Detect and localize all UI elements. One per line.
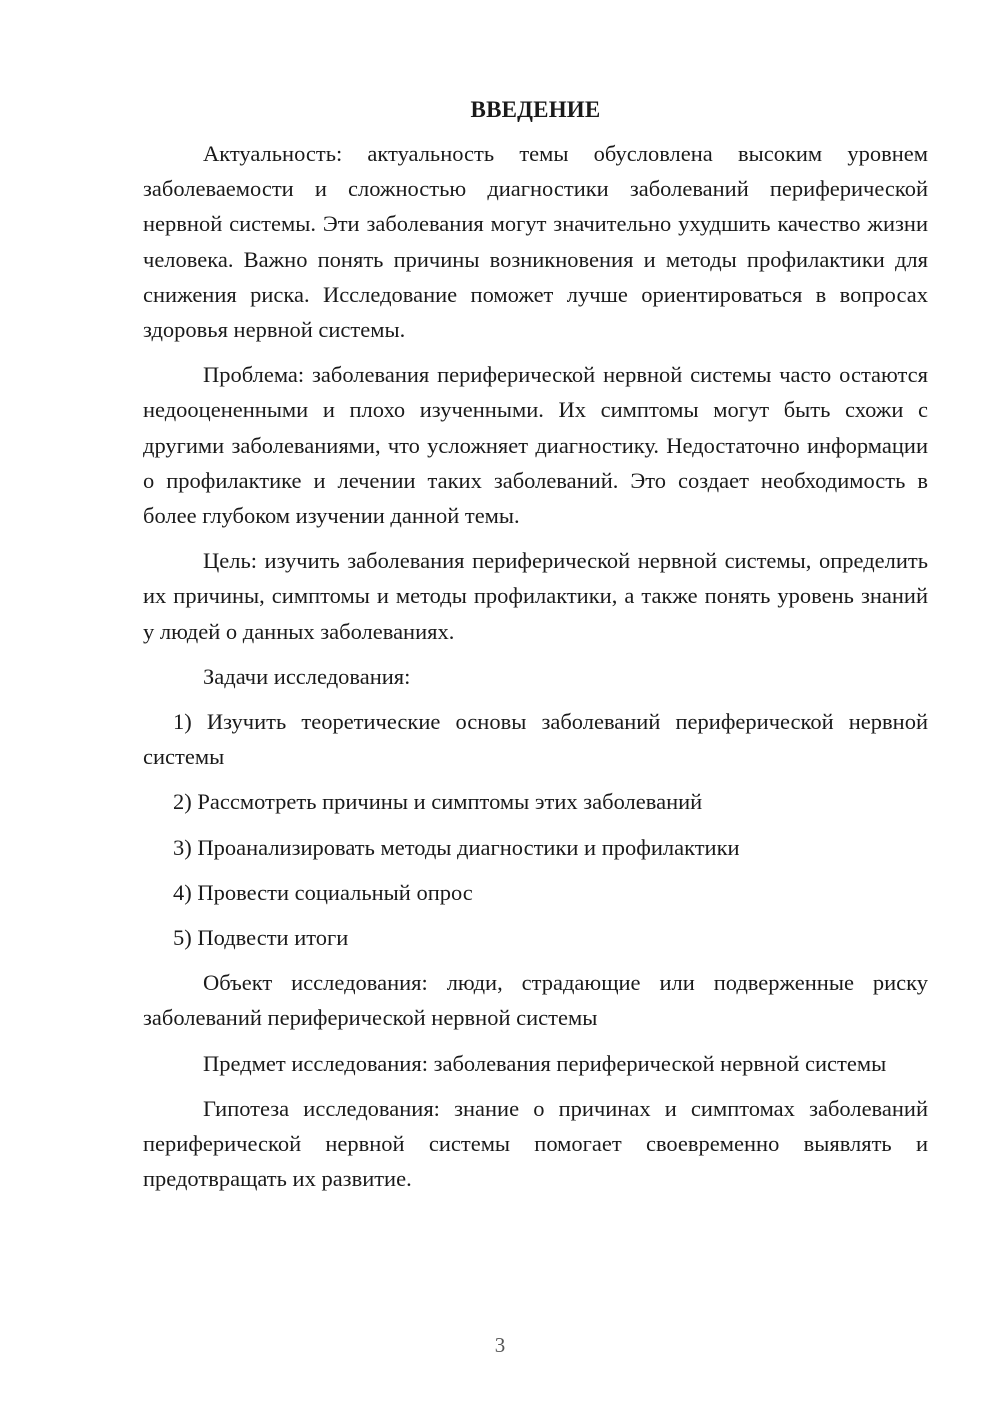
task-item-4: 4) Провести социальный опрос [173, 879, 473, 905]
tasks-heading: Задачи исследования: [203, 663, 411, 689]
task-item-3: 3) Проанализировать методы диагностики и профилактики [173, 834, 740, 860]
page-number: 3 [494, 1333, 506, 1357]
paragraph-hypothesis: Гипотеза исследования: знание о причинах и симптомах заболеваний периферической нервной системы помогает своевременно выявлять и предотвращать их развитие. [143, 1095, 928, 1192]
paragraph-subject: Предмет исследования: заболевания периферической нервной системы [203, 1050, 887, 1076]
paragraph-problem: Проблема: заболевания периферической нервной системы часто остаются недооцененными и плохо изученными. Их симптомы могут быть схожи с другими заболеваниями, что усложняет диагностику. Недостаточно информации о профилактике и лечении таких заболеваний. Это создает необходимость в более глубоком изучении данной темы. [143, 362, 928, 529]
paragraph-relevance: Актуальность: актуальность темы обусловлена высоким уровнем заболеваемости и сложностью диагностики заболеваний периферической нервной системы. Эти заболевания могут значительно ухудшить качество жизни человека. Важно понять причины возникновения и методы профилактики для снижения риска. Исследование поможет лучше ориентироваться в вопросах здоровья нервной системы. [143, 141, 928, 343]
document-page [143, 94, 928, 1206]
paragraph-object: Объект исследования: люди, страдающие или подверженные риску заболеваний периферической нервной системы [143, 970, 928, 1031]
task-item-5: 5) Подвести итоги [173, 925, 349, 951]
section-title: ВВЕДЕНИЕ [470, 97, 601, 122]
task-item-1: 1) Изучить теоретические основы заболеваний периферической нервной системы [143, 709, 928, 770]
paragraph-goal: Цель: изучить заболевания периферической нервной системы, определить их причины, симптомы и методы профилактики, а также понять уровень знаний у людей о данных заболеваниях. [143, 548, 928, 644]
task-item-2: 2) Рассмотреть причины и симптомы этих заболеваний [173, 789, 703, 815]
